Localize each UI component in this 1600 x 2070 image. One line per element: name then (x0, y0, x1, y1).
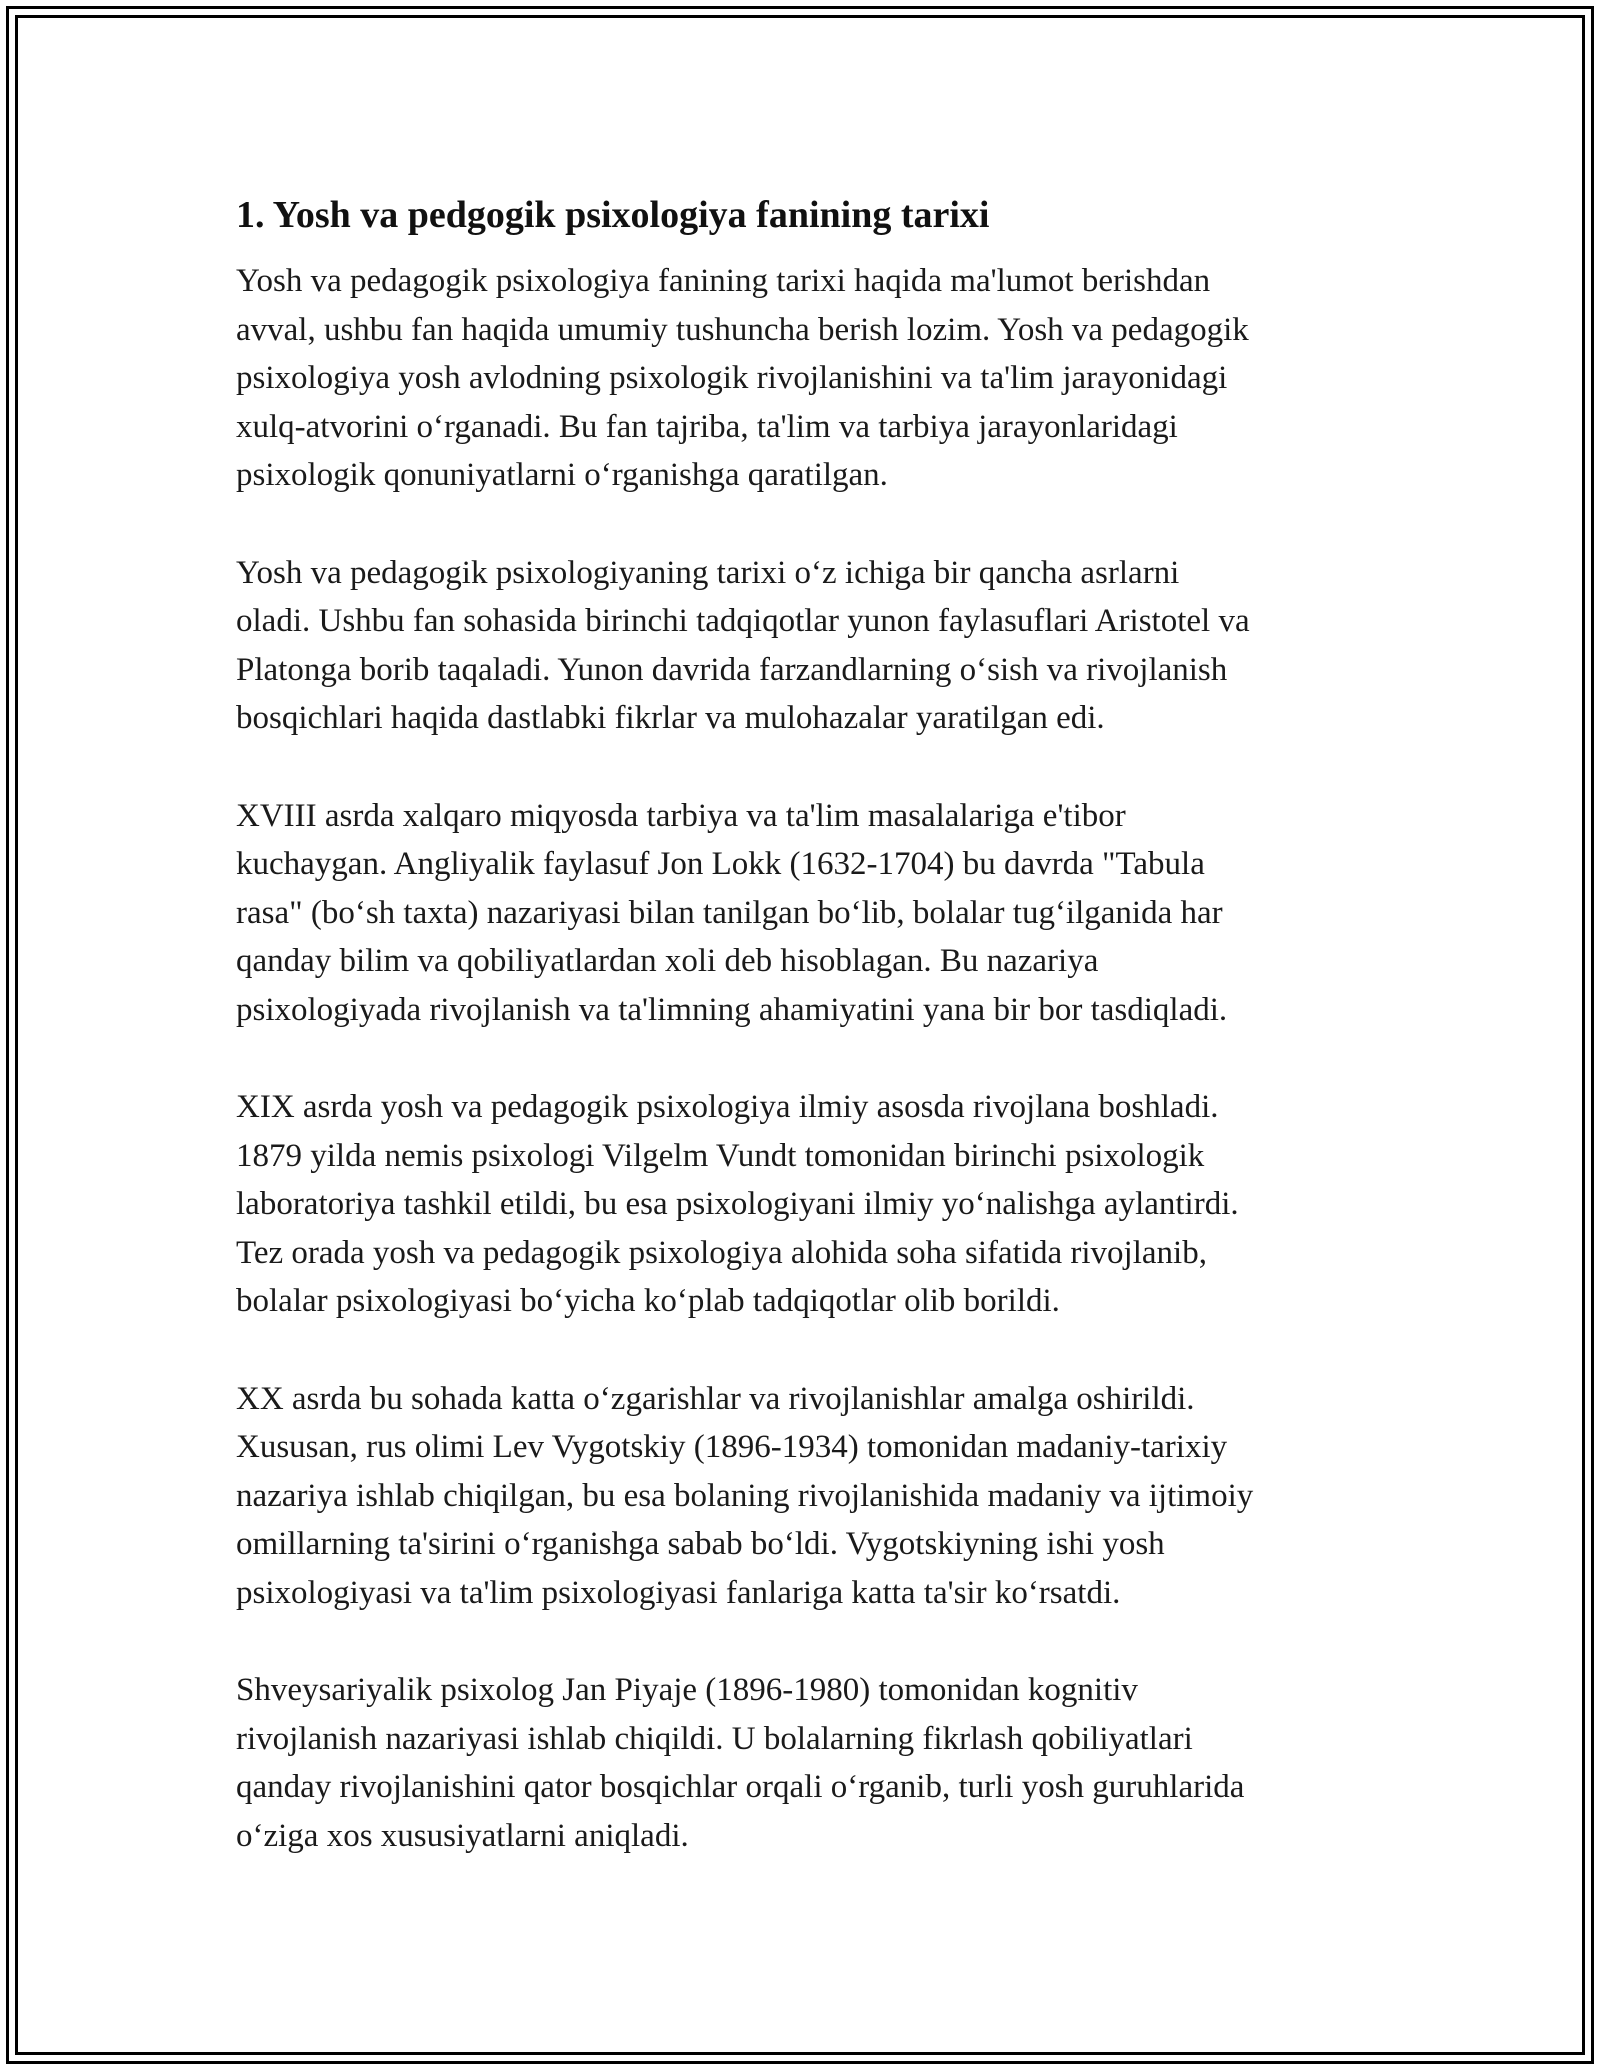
paragraph-19th-century: XIX asrda yosh va pedagogik psixologiya ilmiy asosda rivojlana boshladi. 1879 yilda nemis psixologi Vilgelm Vundt tomonidan birinchi psixologik laboratoriya tashkil etildi, bu esa psixologiyani ilmiy yo‘nalishga aylantirdi. Tez orada yosh va pedagogik psixologiya alohida soha sifatida rivojlanib, bolalar psixologiyasi bo‘yicha ko‘plab tadqiqotlar olib borildi. (236, 1089, 1239, 1320)
document-body (236, 257, 1376, 1861)
paragraph-intro: Yosh va pedagogik psixologiya fanining tarixi haqida ma'lumot berishdan avval, ushbu fan haqida umumiy tushuncha berish lozim. Yosh va pedagogik psixologiya yosh avlodning psixologik rivojlanishini va ta'lim jarayonidagi xulq-atvorini o‘rganadi. Bu fan tajriba, ta'lim va tarbiya jarayonlaridagi psixologik qonuniyatlarni o‘rganishga qaratilgan. (236, 263, 1249, 494)
paragraph-piaget: Shveysariyalik psixolog Jan Piyaje (1896-1980) tomonidan kognitiv rivojlanish nazariyasi ishlab chiqildi. U bolalarning fikrlash qobiliyatlari qanday rivojlanishini qator bosqichlar orqali o‘rganib, turli yosh guruhlarida o‘ziga xos xususiyatlarni aniqladi. (236, 1672, 1245, 1854)
document-page (236, 180, 1376, 1909)
document-title: 1. Yosh va pedgogik psixologiya fanining tarixi (236, 194, 990, 236)
paragraph-18th-century: XVIII asrda xalqaro miqyosda tarbiya va ta'lim masalalariga e'tibor kuchaygan. Angliyalik faylasuf Jon Lokk (1632-1704) bu davrda "Tabula rasa" (bo‘sh taxta) nazariyasi bilan tanilgan bo‘lib, bolalar tug‘ilganida har qanday bilim va qobiliyatlardan xoli deb hisoblagan. Bu nazariya psixologiyada rivojlanish va ta'limning ahamiyatini yana bir bor tasdiqladi. (236, 797, 1228, 1028)
paragraph-ancient-history: Yosh va pedagogik psixologiyaning tarixi o‘z ichiga bir qancha asrlarni oladi. Ushbu fan sohasida birinchi tadqiqotlar yunon faylasuflari Aristotel va Platonga borib taqaladi. Yunon davrida farzandlarning o‘sish va rivojlanish bosqichlari haqida dastlabki fikrlar va mulohazalar yaratilgan edi. (236, 554, 1250, 737)
paragraph-20th-century: XX asrda bu sohada katta o‘zgarishlar va rivojlanishlar amalga oshirildi. Xususan, rus olimi Lev Vygotskiy (1896-1934) tomonidan madaniy-tarixiy nazariya ishlab chiqilgan, bu esa bolaning rivojlanishida madaniy va ijtimoiy omillarning ta'sirini o‘rganishga sabab bo‘ldi. Vygotskiyning ishi yosh psixologiyasi va ta'lim psixologiyasi fanlariga katta ta'sir ko‘rsatdi. (236, 1380, 1254, 1612)
